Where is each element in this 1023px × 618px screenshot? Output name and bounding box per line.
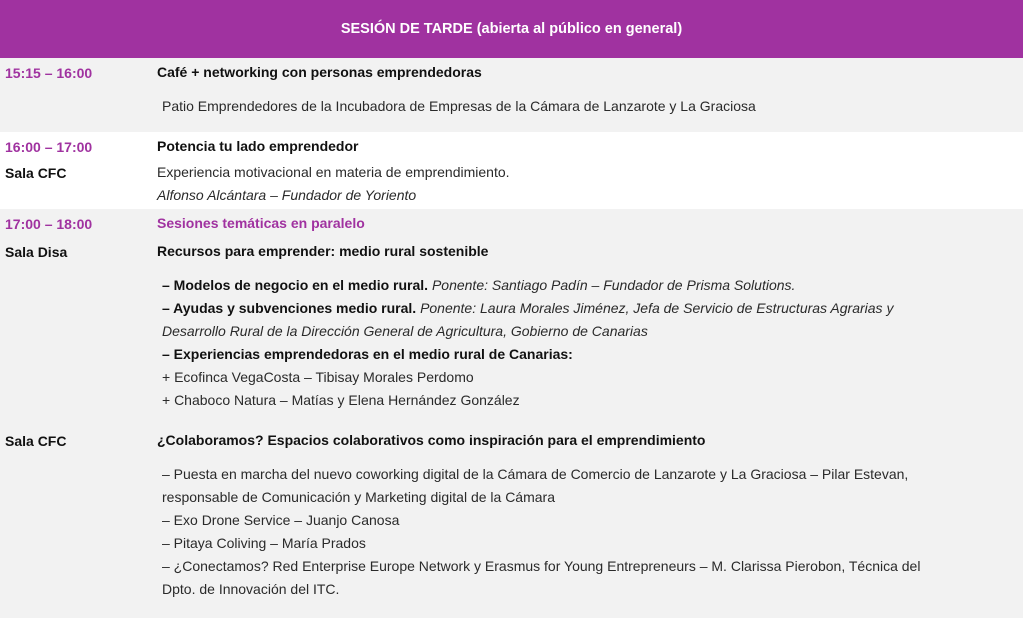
time-label: 17:00 – 18:00 xyxy=(5,216,93,232)
session-items xyxy=(162,274,1012,412)
agenda-row-sala-disa xyxy=(0,235,1023,425)
list-subitem: + Chaboco Natura – Matías y Elena Hernández González xyxy=(162,392,520,408)
agenda-row-tematicas xyxy=(0,209,1023,235)
item-title: – Ayudas y subvenciones medio rural. xyxy=(162,300,417,316)
session-title: Café + networking con personas emprendedoras xyxy=(157,64,482,80)
location-text: Patio Emprendedores de la Incubadora de Empresas de la Cámara de Lanzarote y La Graciosa xyxy=(162,98,756,114)
list-item: – ¿Conectamos? Red Enterprise Europe Network y Erasmus for Young Entrepreneurs – M. Clarissa Pierobon, Técnica del xyxy=(162,558,921,574)
list-item xyxy=(162,274,1012,297)
session-location xyxy=(162,95,1012,118)
room-label: Sala Disa xyxy=(5,244,68,260)
session-content xyxy=(157,135,1007,207)
session-content xyxy=(157,61,1007,84)
session-title: Recursos para emprender: medio rural sostenible xyxy=(157,243,489,259)
session-description: Experiencia motivacional en materia de emprendimiento. xyxy=(157,164,510,180)
session-content xyxy=(157,429,1007,452)
item-title: – Modelos de negocio en el medio rural. xyxy=(162,277,429,293)
session-items xyxy=(162,463,1012,601)
session-header xyxy=(0,0,1023,58)
item-speaker: Ponente: Laura Morales Jiménez, Jefa de Servicio de Estructuras Agrarias y xyxy=(420,300,894,316)
agenda-row-networking xyxy=(0,58,1023,132)
time-label: 16:00 – 17:00 xyxy=(5,139,93,155)
list-item-continuation: Desarrollo Rural de la Dirección General de Agricultura, Gobierno de Canarias xyxy=(162,323,648,339)
time-label: 15:15 – 16:00 xyxy=(5,65,93,81)
room-label: Sala CFC xyxy=(5,165,67,181)
session-title: ¿Colaboramos? Espacios colaborativos como inspiración para el emprendimiento xyxy=(157,432,706,448)
list-subitem: + Ecofinca VegaCosta – Tibisay Morales Perdomo xyxy=(162,369,474,385)
session-speaker: Alfonso Alcántara – Fundador de Yoriento xyxy=(157,187,417,203)
list-item xyxy=(162,297,1012,320)
room-label: Sala CFC xyxy=(5,433,67,449)
session-content xyxy=(157,212,1007,235)
list-item: – Pitaya Coliving – María Prados xyxy=(162,535,366,551)
list-item: – Exo Drone Service – Juanjo Canosa xyxy=(162,512,400,528)
list-item-continuation: Dpto. de Innovación del ITC. xyxy=(162,581,340,597)
agenda-row-sala-cfc xyxy=(0,425,1023,618)
item-speaker: Ponente: Santiago Padín – Fundador de Prisma Solutions. xyxy=(431,277,796,293)
agenda-row-potencia xyxy=(0,132,1023,209)
session-title: Sesiones temáticas en paralelo xyxy=(157,215,365,231)
session-title: SESIÓN DE TARDE (abierta al público en general) xyxy=(340,21,683,37)
list-item: – Experiencias emprendedoras en el medio rural de Canarias: xyxy=(162,346,573,362)
session-content xyxy=(157,240,1007,263)
session-title: Potencia tu lado emprendedor xyxy=(157,138,359,154)
list-item-continuation: responsable de Comunicación y Marketing digital de la Cámara xyxy=(162,489,555,505)
list-item: – Puesta en marcha del nuevo coworking digital de la Cámara de Comercio de Lanzarote y La Graciosa – Pilar Estevan, xyxy=(162,466,909,482)
